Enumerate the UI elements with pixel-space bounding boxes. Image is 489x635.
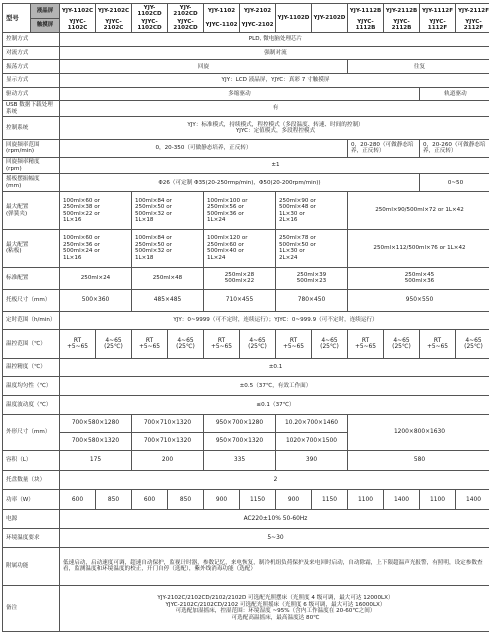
row-power [3, 490, 489, 510]
model-lcd: YJY-1102D [276, 4, 312, 33]
row-label: 电源 [3, 510, 60, 529]
row-value: 250ml×112/500ml×76 or 1L×42 [348, 229, 489, 267]
row-tray-count [3, 470, 489, 490]
row-value: YJY：0~9999（可不定时，连续运行）；YJYC：0~999.9（可不定时，连续运行） [60, 311, 489, 330]
row-label: 附属功能 [3, 547, 60, 585]
row-value: 4~65 (25℃) [384, 330, 420, 358]
row-value: 2 [60, 470, 489, 490]
row-value: Φ26（可定制 Φ35(20-250rmp/min)，Φ50(20-200rpm/min)) [60, 174, 420, 192]
row-value: RT +5~65 [348, 330, 384, 358]
row-label: 温控精度（℃） [3, 358, 60, 377]
row-value: 1200×800×1630 [348, 415, 489, 451]
row-label: 回旋频率精度 (rpm) [3, 157, 60, 174]
row-value: 轨道驱动 [420, 87, 489, 101]
row-label: 温度波动度（℃） [3, 396, 60, 415]
model-lcd: YJY-1102CD [132, 4, 168, 19]
row-label: 托盘数量（块） [3, 470, 60, 490]
row-value: 100ml×84 or 250ml×50 or 500ml×32 or 1L×18 [132, 229, 204, 267]
row-label: 外形尺寸（mm） [3, 415, 60, 451]
row-label: 备注 [3, 585, 60, 631]
row-label: 最大配置 (弹簧夹) [3, 192, 60, 230]
model-touch: YJYC-1102C [60, 18, 96, 33]
row-dimensions-a [3, 415, 489, 433]
row-value: 335 [204, 450, 276, 470]
row-label: 温度均匀性（℃） [3, 377, 60, 396]
row-max-config-spring [3, 192, 489, 230]
touch-label: 触摸屏 [31, 18, 60, 33]
row-value: 700×580×1320 [60, 432, 132, 450]
row-temp-range [3, 330, 489, 358]
model-label: 型号 [3, 4, 31, 33]
row-label: 标准配置 [3, 267, 60, 289]
row-supply [3, 510, 489, 529]
row-value: 1100 [348, 490, 384, 510]
row-temp-fluctuation [3, 396, 489, 415]
row-usb [3, 101, 489, 117]
row-temp-uniformity [3, 377, 489, 396]
row-value: 0，20-350（可做静态培养，正反转） [60, 139, 348, 157]
row-value: 250ml×90/500ml×72 or 1L×42 [348, 192, 489, 230]
row-value: 580 [348, 450, 489, 470]
model-touch: YJYC-1112F [420, 18, 456, 33]
row-speed-accuracy [3, 157, 489, 174]
row-label: USB 数据下载处理系统 [3, 101, 60, 117]
row-value: 950×700×1280 [204, 415, 276, 433]
row-value: 1020×700×1500 [276, 432, 348, 450]
model-touch: YJYC-2102CD [168, 18, 204, 33]
row-value: 710×455 [204, 289, 276, 311]
row-value: 390 [276, 450, 348, 470]
row-convection [3, 46, 489, 60]
row-amplitude [3, 174, 489, 192]
row-value: 1100 [420, 490, 456, 510]
row-label: 控制系统 [3, 116, 60, 139]
row-temp-accuracy [3, 358, 489, 377]
row-value: 600 [132, 490, 168, 510]
row-volume [3, 450, 489, 470]
model-lcd: YJY-2102 [240, 4, 276, 19]
row-value: 10.20×700×1460 [276, 415, 348, 433]
row-label: 回旋频率范围 (rpm/min) [3, 139, 60, 157]
row-value: 900 [204, 490, 240, 510]
row-value: 4~65 (25℃) [168, 330, 204, 358]
model-touch: YJYC-1102CD [132, 18, 168, 33]
model-lcd: YJY-1112F [420, 4, 456, 19]
row-value: 700×710×1320 [132, 432, 204, 450]
row-value: YJY：标准模式，持续模式，程控模式（多段温度、转速、时间的控制） YJYC：定值模式，多段程控模式 [60, 116, 489, 139]
row-value: 250ml×48 [132, 267, 204, 289]
model-lcd: YJY-2112F [456, 4, 489, 19]
row-value: 485×485 [132, 289, 204, 311]
row-label: 托板尺寸（mm） [3, 289, 60, 311]
row-display [3, 74, 489, 88]
row-value: RT +5~65 [204, 330, 240, 358]
row-value: ≤0.1（37℃） [60, 396, 489, 415]
row-value: 950×550 [348, 289, 489, 311]
row-label: 容积（L） [3, 450, 60, 470]
row-value: 250ml×24 [60, 267, 132, 289]
row-value: RT +5~65 [60, 330, 96, 358]
row-speed-range [3, 139, 489, 157]
row-label: 功率（W） [3, 490, 60, 510]
row-value: YJY-2102C/2102CD/2102/2102D 可选配光照摆床（光照度 4 级可调，最大可达 12000LX） YJYC-2102C/2102CD/2102 可选配光照摇床（光照度 6 级可调，最大可达 16000LX） 可选配加湿摇床，控湿范围：环境湿度 ~95%（含内工作温度在 20-60℃之间） 可选配高温摇床，最高温度达 80℃ [60, 585, 489, 631]
row-drive [3, 87, 489, 101]
row-value: 0，20-280（可做静态培养，正反转） [348, 139, 420, 157]
model-touch: YJYC-1112B [348, 18, 384, 33]
row-label: 定时范围（h/min） [3, 311, 60, 330]
model-lcd: YJY-1102C [60, 4, 96, 19]
row-value: RT +5~65 [420, 330, 456, 358]
row-value: 1150 [312, 490, 348, 510]
model-touch: YJYC-2102C [96, 18, 132, 33]
row-value: 250ml×28 500ml×22 [204, 267, 276, 289]
model-lcd: YJY-2102D [312, 4, 348, 33]
row-label: 振荡方式 [3, 60, 60, 74]
model-row-lcd [3, 4, 489, 19]
row-value: 700×580×1280 [60, 415, 132, 433]
row-control-mode [3, 33, 489, 47]
row-value: 0，20-260（可做静态培养，正反转） [420, 139, 489, 157]
row-value: 850 [96, 490, 132, 510]
row-control-system [3, 116, 489, 139]
row-standard-config [3, 267, 489, 289]
model-touch: YJYC-2112B [384, 18, 420, 33]
row-value: 700×710×1320 [132, 415, 204, 433]
row-value: ±1 [60, 157, 489, 174]
row-label: 最大配置 (粘板) [3, 229, 60, 267]
row-value: AC220±10% 50-60Hz [60, 510, 489, 529]
row-value: 有 [60, 101, 489, 117]
row-ambient [3, 529, 489, 548]
row-value: RT +5~65 [132, 330, 168, 358]
row-value: RT +5~65 [276, 330, 312, 358]
row-value: 4~65 (25℃) [96, 330, 132, 358]
row-tray-size [3, 289, 489, 311]
row-value: 250ml×90 or 500ml×48 or 1L×30 or 2L×16 [276, 192, 348, 230]
row-value: 600 [60, 490, 96, 510]
row-value: 900 [276, 490, 312, 510]
row-value: 强制对流 [60, 46, 489, 60]
row-value: 往复 [348, 60, 489, 74]
row-timer [3, 311, 489, 330]
row-label: 显示方式 [3, 74, 60, 88]
row-max-config-sticky [3, 229, 489, 267]
row-oscillation [3, 60, 489, 74]
row-value: 500×360 [60, 289, 132, 311]
row-value: 1400 [456, 490, 489, 510]
row-value: ±0.1 [60, 358, 489, 377]
row-value: 100ml×60 or 250ml×38 or 500ml×22 or 1L×16 [60, 192, 132, 230]
row-value: PLD, 微电脑处理芯片 [60, 33, 489, 47]
row-label: 环境温度要求 [3, 529, 60, 548]
row-value: 100ml×100 or 250ml×56 or 500ml×36 or 1L×24 [204, 192, 276, 230]
model-lcd: YJY-2102CD [168, 4, 204, 19]
model-lcd: YJY-1112B [348, 4, 384, 19]
row-functions [3, 547, 489, 585]
model-touch: YJYC-2112F [456, 18, 489, 33]
row-value: 250ml×45 500ml×36 [348, 267, 489, 289]
row-value: 950×700×1320 [204, 432, 276, 450]
row-value: 4~65 (25℃) [312, 330, 348, 358]
row-notes [3, 585, 489, 631]
model-touch: YJYC-1102 [204, 18, 240, 33]
row-value: 1150 [240, 490, 276, 510]
row-label: 摇板摆振幅度 (mm) [3, 174, 60, 192]
spec-table [2, 3, 489, 632]
model-lcd: YJY-1102 [204, 4, 240, 19]
row-value: 多缩驱动 [60, 87, 420, 101]
model-lcd: YJY-2112B [384, 4, 420, 19]
row-value: 200 [132, 450, 204, 470]
row-value: 100ml×60 or 250ml×36 or 500ml×24 or 1L×16 [60, 229, 132, 267]
row-label: 驱动方式 [3, 87, 60, 101]
row-value: ±0.5（37℃，有效工作面） [60, 377, 489, 396]
row-value: 175 [60, 450, 132, 470]
row-value: 回旋 [60, 60, 348, 74]
row-value: 850 [168, 490, 204, 510]
row-value: 低速启动，启动速度可调，超速自动保护，监视计时器，参数记忆，来电恢复，制冷机组负荷保护及来电回时启动，自动除霜，上下限超温声光报警，有照明，设定参数查看，监测温度和环境温度的校正，开门自停（选配），紫外线消毒功能（选配） [60, 547, 489, 585]
lcd-label: 液晶屏 [31, 4, 60, 19]
model-touch: YJYC-2102 [240, 18, 276, 33]
row-value: 4~65 (25℃) [240, 330, 276, 358]
row-value: YJY：LCD 液晶屏，YJYC：真彩 7 寸触摸屏 [60, 74, 489, 88]
row-value: 250ml×39 500ml×23 [276, 267, 348, 289]
row-label: 温控范围（℃） [3, 330, 60, 358]
row-value: 0~50 [420, 174, 489, 192]
row-value: 100ml×120 or 250ml×60 or 500ml×40 or 1L×24 [204, 229, 276, 267]
row-value: 1400 [384, 490, 420, 510]
row-value: 4~65 (25℃) [456, 330, 489, 358]
row-value: 250ml×78 or 500ml×50 or 1L×30 or 2L×24 [276, 229, 348, 267]
model-lcd: YJY-2102C [96, 4, 132, 19]
row-value: 100ml×84 or 250ml×50 or 500ml×32 or 1L×18 [132, 192, 204, 230]
row-value: 5~30 [60, 529, 489, 548]
row-value: 780×450 [276, 289, 348, 311]
row-label: 对流方式 [3, 46, 60, 60]
row-label: 控制方式 [3, 33, 60, 47]
model-row-touch [3, 18, 489, 33]
